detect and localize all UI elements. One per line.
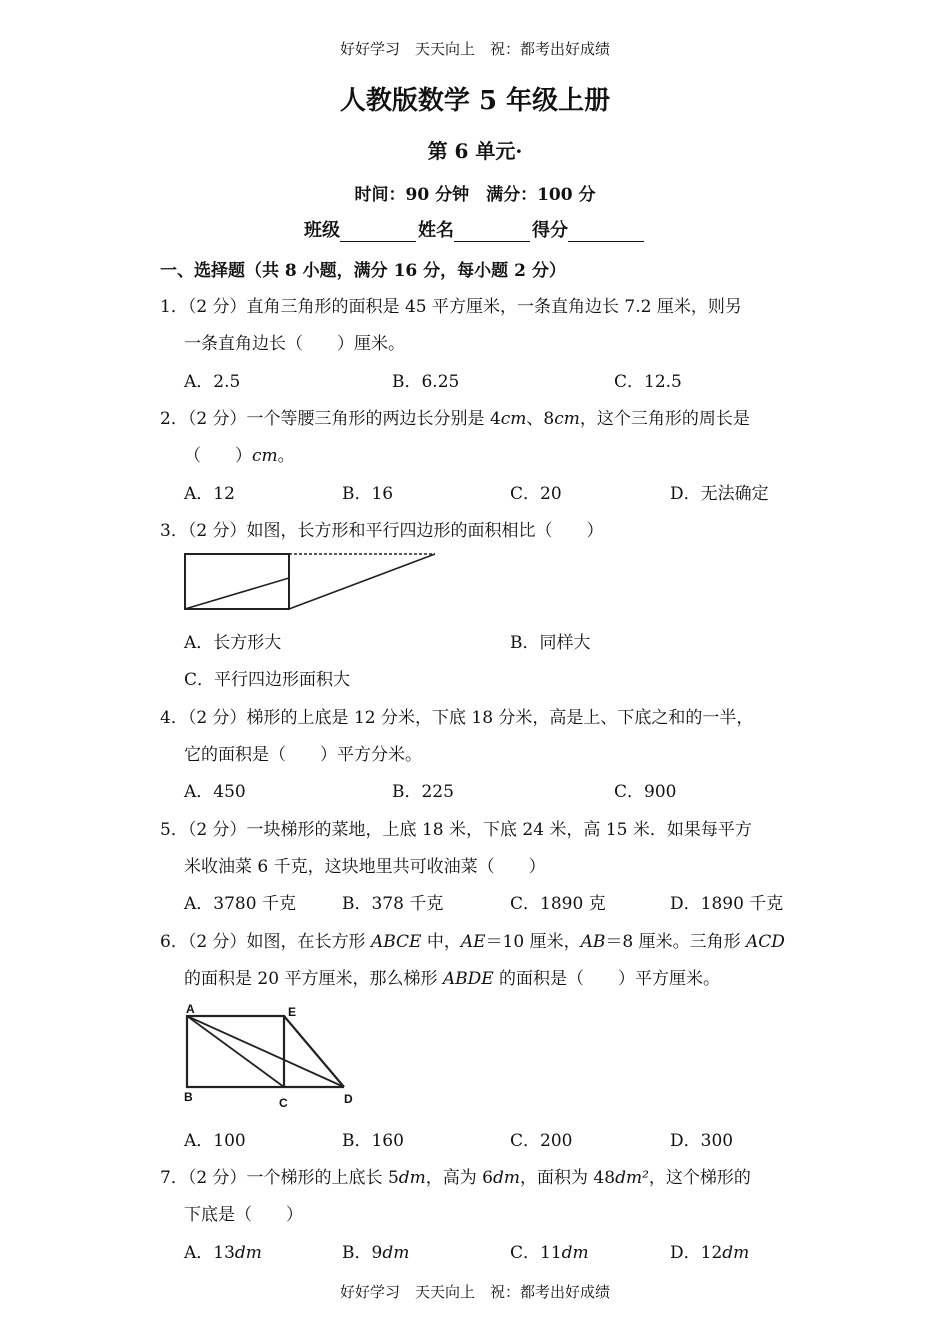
- q6-line1: [160, 927, 785, 952]
- q1-option-a[interactable]: A．2.5: [184, 372, 241, 392]
- q7-option-d-value: D．12: [670, 1243, 723, 1263]
- q6-label-d: D: [344, 1092, 353, 1106]
- q1-option-b[interactable]: B．6.25: [392, 372, 460, 392]
- q1-line1: 1．（2 分）直角三角形的面积是 45 平方厘米，一条直角边长 7.2 厘米，则另: [160, 297, 742, 317]
- student-info-fields: [0, 216, 950, 242]
- q3-option-c[interactable]: C．平行四边形面积大: [184, 670, 351, 690]
- q5-line2: 米收油菜 6 千克，这块地里共可收油菜（ ）: [184, 857, 546, 877]
- q7-option-c[interactable]: [510, 1238, 589, 1263]
- q6-text-b: 中，: [421, 932, 461, 952]
- q6-option-d[interactable]: D．300: [670, 1131, 734, 1151]
- q7-unit-3: dm²: [615, 1168, 649, 1188]
- q7-line2: 下底是（ ）: [184, 1205, 303, 1225]
- q3-diagonal: [185, 578, 289, 609]
- q2-text-c: ，这个三角形的周长是: [579, 409, 750, 429]
- q4-line2: 它的面积是（ ）平方分米。: [184, 745, 422, 765]
- q6-ae: AE: [460, 932, 486, 952]
- class-label: 班级: [304, 220, 340, 241]
- q2-end: 。: [277, 446, 295, 466]
- q6-line-ad: [187, 1016, 344, 1087]
- q7-option-d[interactable]: [670, 1238, 749, 1263]
- q1-line2: 一条直角边长（ ）厘米。: [184, 334, 405, 354]
- q3-parallelogram-side: [289, 554, 435, 609]
- q7-option-d-unit: dm: [722, 1243, 750, 1263]
- q6-text-d: ＝8 厘米。三角形: [605, 932, 747, 952]
- q7-text-b: ，高为 6: [425, 1168, 494, 1188]
- q7-line1: [160, 1163, 751, 1188]
- q1-option-c[interactable]: C．12.5: [614, 372, 682, 392]
- q6-text-a: 6．（2 分）如图，在长方形: [160, 932, 371, 952]
- time-score-line: 时间：90 分钟 满分：100 分: [354, 185, 596, 205]
- page-title: 人教版数学 5 年级上册: [339, 86, 611, 116]
- q2-option-a[interactable]: A．12: [184, 484, 235, 504]
- q6-label-b: B: [184, 1090, 193, 1104]
- q6-option-c[interactable]: C．200: [510, 1131, 573, 1151]
- q2-option-b[interactable]: B．16: [342, 484, 394, 504]
- q6-text-c: ＝10 厘米，: [485, 932, 581, 952]
- q2-text-a: 2．（2 分）一个等腰三角形的两边长分别是 4: [160, 409, 501, 429]
- q5-option-d[interactable]: D．1890 千克: [670, 894, 784, 914]
- q3-line1: 3．（2 分）如图，长方形和平行四边形的面积相比（ ）: [160, 521, 604, 541]
- q2-line2: [184, 441, 295, 466]
- q7-option-c-value: C．11: [510, 1243, 562, 1263]
- q5-line1: 5．（2 分）一块梯形的菜地，上底 18 米，下底 24 米，高 15 米．如果每平方: [160, 820, 752, 840]
- score-blank[interactable]: [568, 223, 644, 242]
- q6-line-ac: [187, 1016, 284, 1087]
- q6-text-e: 的面积是 20 平方厘米，那么梯形: [184, 969, 443, 989]
- q3-figure-rectangle-parallelogram: [180, 548, 442, 614]
- q2-option-c[interactable]: C．20: [510, 484, 562, 504]
- q6-side-ed: [284, 1016, 344, 1087]
- q6-acd: ACD: [746, 932, 785, 952]
- q3-option-a[interactable]: A．长方形大: [184, 633, 282, 653]
- q6-label-e: E: [288, 1005, 297, 1019]
- q6-line2: [184, 964, 720, 989]
- name-label: 姓名: [418, 220, 454, 241]
- q7-option-a-unit: dm: [234, 1243, 262, 1263]
- q7-text-c: ，面积为 48: [520, 1168, 616, 1188]
- q6-option-a[interactable]: A．100: [184, 1131, 246, 1151]
- q2-option-d[interactable]: D．无法确定: [670, 484, 769, 504]
- q6-label-c: C: [279, 1096, 288, 1110]
- page-footer: 好好学习 天天向上 祝：都考出好成绩: [339, 1283, 610, 1301]
- q6-text-f: 的面积是（ ）平方厘米。: [493, 969, 721, 989]
- q2-unit-1: cm: [500, 409, 527, 429]
- unit-subtitle: 第 6 单元·: [427, 139, 523, 163]
- q7-option-b-unit: dm: [382, 1243, 410, 1263]
- q5-option-c[interactable]: C．1890 克: [510, 894, 606, 914]
- q7-unit-2: dm: [493, 1168, 521, 1188]
- q3-option-b[interactable]: B．同样大: [510, 633, 591, 653]
- q7-option-b-value: B．9: [342, 1243, 383, 1263]
- q4-option-a[interactable]: A．450: [184, 782, 246, 802]
- q7-option-a[interactable]: [184, 1238, 262, 1263]
- q6-label-a: A: [186, 1002, 195, 1016]
- q4-line1: 4．（2 分）梯形的上底是 12 分米，下底 18 分米，高是上、下底之和的一半，: [160, 708, 754, 728]
- q6-abde: ABDE: [442, 969, 494, 989]
- q6-figure-rectangle-trapezoid: [178, 998, 368, 1110]
- q3-rectangle: [185, 554, 289, 609]
- score-label: 得分: [532, 220, 568, 241]
- q2-bracket: （ ）: [184, 446, 252, 466]
- q5-option-b[interactable]: B．378 千克: [342, 894, 444, 914]
- q2-unit-2: cm: [554, 409, 580, 429]
- q4-option-b[interactable]: B．225: [392, 782, 454, 802]
- q6-option-b[interactable]: B．160: [342, 1131, 404, 1151]
- q6-abce: ABCE: [370, 932, 422, 952]
- q7-option-c-unit: dm: [561, 1243, 589, 1263]
- section-heading: 一、选择题（共 8 小题，满分 16 分，每小题 2 分）: [160, 261, 566, 281]
- q7-option-a-value: A．13: [184, 1243, 235, 1263]
- q4-option-c[interactable]: C．900: [614, 782, 677, 802]
- q7-option-b[interactable]: [342, 1238, 409, 1263]
- q7-text-a: 7．（2 分）一个梯形的上底长 5: [160, 1168, 399, 1188]
- q7-text-d: ，这个梯形的: [648, 1168, 751, 1188]
- q5-option-a[interactable]: A．3780 千克: [184, 894, 296, 914]
- q2-line1: [160, 404, 750, 429]
- q2-text-b: 、8: [526, 409, 555, 429]
- class-blank[interactable]: [340, 223, 416, 242]
- page-header: 好好学习 天天向上 祝：都考出好成绩: [339, 40, 610, 58]
- q6-ab: AB: [580, 932, 606, 952]
- q7-unit-1: dm: [398, 1168, 426, 1188]
- name-blank[interactable]: [454, 223, 530, 242]
- q2-unit-3: cm: [252, 446, 278, 466]
